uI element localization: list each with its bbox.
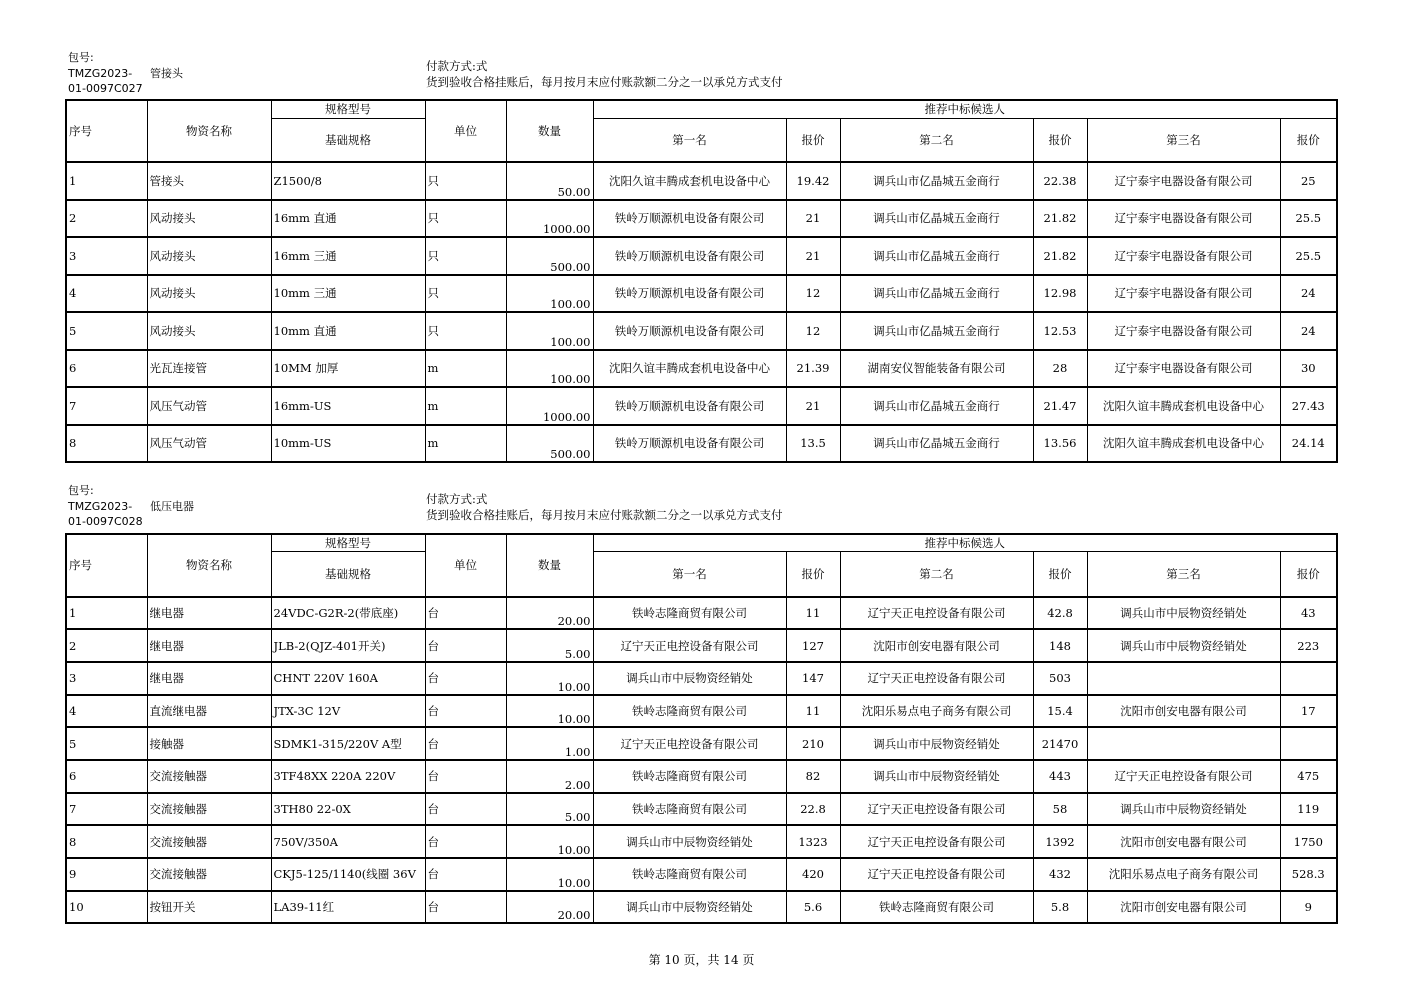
- header-qty: 数量: [506, 100, 593, 162]
- row-unit: 台: [425, 695, 506, 728]
- row-unit: 台: [425, 825, 506, 858]
- row-price-3: 9: [1280, 891, 1337, 924]
- row-first: 调兵山市中辰物资经销处: [593, 662, 786, 695]
- table-row: [66, 793, 1337, 826]
- row-second: 调兵山市亿晶城五金商行: [840, 237, 1033, 275]
- row-price-1: 11: [786, 695, 840, 728]
- row-name: 管接头: [147, 162, 271, 200]
- row-first: 调兵山市中辰物资经销处: [593, 825, 786, 858]
- row-third: 沈阳市创安电器有限公司: [1087, 825, 1280, 858]
- package-code-line1: TMZG2023-: [68, 67, 133, 80]
- row-second: 调兵山市亿晶城五金商行: [840, 387, 1033, 425]
- row-qty: 50.00: [506, 162, 593, 200]
- table-row: [66, 275, 1337, 313]
- row-price-2: 503: [1033, 662, 1087, 695]
- header-unit: 单位: [425, 534, 506, 597]
- row-qty: 10.00: [506, 858, 593, 891]
- row-first: 沈阳久谊丰腾成套机电设备中心: [593, 350, 786, 388]
- row-price-2: 12.53: [1033, 312, 1087, 350]
- row-spec: 24VDC-G2R-2(带底座): [271, 597, 425, 630]
- row-price-2: 21470: [1033, 727, 1087, 760]
- row-third: 沈阳市创安电器有限公司: [1087, 891, 1280, 924]
- row-price-2: 21.47: [1033, 387, 1087, 425]
- row-spec: 750V/350A: [271, 825, 425, 858]
- package-label: 包号:: [68, 484, 94, 497]
- row-unit: 台: [425, 597, 506, 630]
- row-price-3: 27.43: [1280, 387, 1337, 425]
- row-first: 铁岭万顺源机电设备有限公司: [593, 312, 786, 350]
- row-price-2: 12.98: [1033, 275, 1087, 313]
- row-unit: 台: [425, 727, 506, 760]
- row-price-3: 17: [1280, 695, 1337, 728]
- row-price-3: 24: [1280, 312, 1337, 350]
- row-unit: 台: [425, 891, 506, 924]
- row-name: 风动接头: [147, 312, 271, 350]
- row-third: [1087, 727, 1280, 760]
- row-name: 风压气动管: [147, 425, 271, 463]
- row-spec: CKJ5-125/1140(线圈 36V: [271, 858, 425, 891]
- row-third: 调兵山市中辰物资经销处: [1087, 629, 1280, 662]
- row-price-3: 25: [1280, 162, 1337, 200]
- row-price-2: 21.82: [1033, 237, 1087, 275]
- row-seq: 8: [66, 825, 147, 858]
- row-spec: CHNT 220V 160A: [271, 662, 425, 695]
- table-row: [66, 760, 1337, 793]
- row-third: 辽宁泰宇电器设备有限公司: [1087, 200, 1280, 238]
- header-spec-group: 规格型号: [271, 534, 425, 552]
- row-name: 交流接触器: [147, 793, 271, 826]
- row-unit: 只: [425, 312, 506, 350]
- row-second: 沈阳市创安电器有限公司: [840, 629, 1033, 662]
- row-name: 继电器: [147, 662, 271, 695]
- row-spec: 10mm 直通: [271, 312, 425, 350]
- row-price-1: 127: [786, 629, 840, 662]
- row-first: 铁岭志隆商贸有限公司: [593, 858, 786, 891]
- row-seq: 10: [66, 891, 147, 924]
- row-second: 辽宁天正电控设备有限公司: [840, 597, 1033, 630]
- table-row: [66, 858, 1337, 891]
- row-first: 铁岭万顺源机电设备有限公司: [593, 425, 786, 463]
- package-code-line2: 01-0097C027: [68, 82, 143, 95]
- row-spec: 16mm 直通: [271, 200, 425, 238]
- row-qty: 2.00: [506, 760, 593, 793]
- row-second: 铁岭志隆商贸有限公司: [840, 891, 1033, 924]
- payment-info-2: [426, 491, 783, 523]
- procurement-table-1: [65, 99, 1338, 463]
- row-first: 铁岭志隆商贸有限公司: [593, 597, 786, 630]
- row-price-1: 21.39: [786, 350, 840, 388]
- row-seq: 3: [66, 237, 147, 275]
- row-qty: 100.00: [506, 275, 593, 313]
- row-spec: 3TH80 22-0X: [271, 793, 425, 826]
- payment-label: 付款方式:式: [426, 59, 488, 73]
- row-price-3: 25.5: [1280, 237, 1337, 275]
- row-third: 辽宁泰宇电器设备有限公司: [1087, 312, 1280, 350]
- row-qty: 1.00: [506, 727, 593, 760]
- row-seq: 1: [66, 597, 147, 630]
- row-spec: SDMK1-315/220V A型: [271, 727, 425, 760]
- header-seq: 序号: [66, 100, 147, 162]
- table-row: [66, 425, 1337, 463]
- row-unit: 只: [425, 162, 506, 200]
- row-qty: 100.00: [506, 350, 593, 388]
- table-row: [66, 387, 1337, 425]
- row-price-2: 1392: [1033, 825, 1087, 858]
- row-price-2: 13.56: [1033, 425, 1087, 463]
- page-footer: 第 10 页，共 14 页: [648, 953, 755, 967]
- row-third: 沈阳乐易点电子商务有限公司: [1087, 858, 1280, 891]
- header-price-3: 报价: [1280, 118, 1337, 162]
- row-qty: 10.00: [506, 825, 593, 858]
- row-name: 风动接头: [147, 275, 271, 313]
- procurement-table-2: [65, 533, 1338, 924]
- payment-text: 货到验收合格挂账后，每月按月末应付账款额二分之一以承兑方式支付: [426, 508, 783, 522]
- row-first: 铁岭万顺源机电设备有限公司: [593, 275, 786, 313]
- row-price-1: 19.42: [786, 162, 840, 200]
- row-price-3: 119: [1280, 793, 1337, 826]
- row-seq: 1: [66, 162, 147, 200]
- row-price-1: 12: [786, 312, 840, 350]
- row-price-1: 420: [786, 858, 840, 891]
- row-second: 调兵山市亿晶城五金商行: [840, 312, 1033, 350]
- row-price-1: 22.8: [786, 793, 840, 826]
- header-price-1: 报价: [786, 118, 840, 162]
- header-unit: 单位: [425, 100, 506, 162]
- row-price-2: 5.8: [1033, 891, 1087, 924]
- row-seq: 6: [66, 350, 147, 388]
- row-spec: 16mm 三通: [271, 237, 425, 275]
- row-second: 调兵山市亿晶城五金商行: [840, 200, 1033, 238]
- row-unit: m: [425, 425, 506, 463]
- row-first: 铁岭志隆商贸有限公司: [593, 760, 786, 793]
- row-price-2: 58: [1033, 793, 1087, 826]
- header-price-2: 报价: [1033, 552, 1087, 597]
- row-first: 铁岭志隆商贸有限公司: [593, 695, 786, 728]
- package-code-line1: TMZG2023-: [68, 500, 133, 513]
- row-name: 继电器: [147, 597, 271, 630]
- table-row: [66, 825, 1337, 858]
- row-name: 继电器: [147, 629, 271, 662]
- row-qty: 500.00: [506, 237, 593, 275]
- package-code-line2: 01-0097C028: [68, 515, 143, 528]
- row-third: 沈阳市创安电器有限公司: [1087, 695, 1280, 728]
- row-first: 铁岭万顺源机电设备有限公司: [593, 200, 786, 238]
- row-qty: 500.00: [506, 425, 593, 463]
- row-price-1: 5.6: [786, 891, 840, 924]
- header-name: 物资名称: [147, 100, 271, 162]
- row-qty: 100.00: [506, 312, 593, 350]
- row-first: 辽宁天正电控设备有限公司: [593, 629, 786, 662]
- table-row: [66, 597, 1337, 630]
- row-price-3: 30: [1280, 350, 1337, 388]
- row-name: 交流接触器: [147, 825, 271, 858]
- row-name: 风压气动管: [147, 387, 271, 425]
- row-name: 直流继电器: [147, 695, 271, 728]
- row-seq: 7: [66, 793, 147, 826]
- header-qty: 数量: [506, 534, 593, 597]
- row-qty: 20.00: [506, 891, 593, 924]
- row-price-3: [1280, 727, 1337, 760]
- table-row: [66, 695, 1337, 728]
- header-second: 第二名: [840, 552, 1033, 597]
- row-price-3: 24: [1280, 275, 1337, 313]
- row-price-2: 443: [1033, 760, 1087, 793]
- row-qty: 10.00: [506, 695, 593, 728]
- row-unit: 台: [425, 793, 506, 826]
- row-second: 沈阳乐易点电子商务有限公司: [840, 695, 1033, 728]
- row-price-3: 25.5: [1280, 200, 1337, 238]
- row-price-3: [1280, 662, 1337, 695]
- row-price-3: 223: [1280, 629, 1337, 662]
- row-third: 沈阳久谊丰腾成套机电设备中心: [1087, 387, 1280, 425]
- row-unit: 台: [425, 760, 506, 793]
- table-row: [66, 350, 1337, 388]
- row-name: 光瓦连接管: [147, 350, 271, 388]
- row-price-2: 148: [1033, 629, 1087, 662]
- row-price-1: 11: [786, 597, 840, 630]
- row-second: 调兵山市中辰物资经销处: [840, 760, 1033, 793]
- row-name: 接触器: [147, 727, 271, 760]
- row-first: 辽宁天正电控设备有限公司: [593, 727, 786, 760]
- table-row: [66, 629, 1337, 662]
- row-second: 调兵山市亿晶城五金商行: [840, 162, 1033, 200]
- row-name: 风动接头: [147, 237, 271, 275]
- payment-text: 货到验收合格挂账后，每月按月末应付账款额二分之一以承兑方式支付: [426, 75, 783, 89]
- row-unit: m: [425, 350, 506, 388]
- row-seq: 4: [66, 695, 147, 728]
- row-price-2: 42.8: [1033, 597, 1087, 630]
- header-candidates: 推荐中标候选人: [593, 534, 1337, 552]
- table-row: [66, 200, 1337, 238]
- row-second: 调兵山市中辰物资经销处: [840, 727, 1033, 760]
- row-spec: LA39-11红: [271, 891, 425, 924]
- row-second: 辽宁天正电控设备有限公司: [840, 793, 1033, 826]
- row-third: 辽宁泰宇电器设备有限公司: [1087, 237, 1280, 275]
- header-spec: 基础规格: [271, 118, 425, 162]
- row-unit: 只: [425, 237, 506, 275]
- row-unit: m: [425, 387, 506, 425]
- row-qty: 1000.00: [506, 200, 593, 238]
- row-name: 交流接触器: [147, 760, 271, 793]
- header-seq: 序号: [66, 534, 147, 597]
- header-name: 物资名称: [147, 534, 271, 597]
- payment-label: 付款方式:式: [426, 492, 488, 506]
- row-qty: 1000.00: [506, 387, 593, 425]
- row-price-1: 21: [786, 387, 840, 425]
- row-seq: 2: [66, 629, 147, 662]
- row-seq: 3: [66, 662, 147, 695]
- row-spec: JLB-2(QJZ-401开关): [271, 629, 425, 662]
- row-first: 铁岭志隆商贸有限公司: [593, 793, 786, 826]
- header-price-2: 报价: [1033, 118, 1087, 162]
- row-spec: 10MM 加厚: [271, 350, 425, 388]
- row-third: 调兵山市中辰物资经销处: [1087, 597, 1280, 630]
- row-unit: 只: [425, 200, 506, 238]
- row-price-1: 21: [786, 237, 840, 275]
- row-unit: 台: [425, 858, 506, 891]
- row-first: 铁岭万顺源机电设备有限公司: [593, 237, 786, 275]
- row-price-3: 43: [1280, 597, 1337, 630]
- row-seq: 8: [66, 425, 147, 463]
- row-name: 按钮开关: [147, 891, 271, 924]
- package-header-2: [68, 483, 268, 531]
- row-price-3: 1750: [1280, 825, 1337, 858]
- row-third: 辽宁泰宇电器设备有限公司: [1087, 162, 1280, 200]
- row-price-3: 528.3: [1280, 858, 1337, 891]
- row-qty: 5.00: [506, 629, 593, 662]
- row-third: 辽宁天正电控设备有限公司: [1087, 760, 1280, 793]
- row-name: 交流接触器: [147, 858, 271, 891]
- row-third: 辽宁泰宇电器设备有限公司: [1087, 275, 1280, 313]
- row-price-3: 24.14: [1280, 425, 1337, 463]
- row-qty: 10.00: [506, 662, 593, 695]
- row-unit: 台: [425, 662, 506, 695]
- row-price-1: 12: [786, 275, 840, 313]
- row-third: 沈阳久谊丰腾成套机电设备中心: [1087, 425, 1280, 463]
- package-name: 低压电器: [150, 500, 194, 513]
- header-third: 第三名: [1087, 552, 1280, 597]
- row-qty: 5.00: [506, 793, 593, 826]
- header-first: 第一名: [593, 552, 786, 597]
- row-price-1: 13.5: [786, 425, 840, 463]
- row-price-2: 28: [1033, 350, 1087, 388]
- payment-info-1: [426, 58, 783, 90]
- row-spec: 16mm-US: [271, 387, 425, 425]
- row-spec: JTX-3C 12V: [271, 695, 425, 728]
- row-seq: 7: [66, 387, 147, 425]
- row-seq: 5: [66, 727, 147, 760]
- row-price-2: 432: [1033, 858, 1087, 891]
- row-spec: 10mm 三通: [271, 275, 425, 313]
- header-candidates: 推荐中标候选人: [593, 100, 1337, 118]
- row-name: 风动接头: [147, 200, 271, 238]
- package-label: 包号:: [68, 51, 94, 64]
- row-first: 调兵山市中辰物资经销处: [593, 891, 786, 924]
- table-row: [66, 727, 1337, 760]
- header-second: 第二名: [840, 118, 1033, 162]
- row-second: 调兵山市亿晶城五金商行: [840, 425, 1033, 463]
- row-unit: 只: [425, 275, 506, 313]
- header-first: 第一名: [593, 118, 786, 162]
- header-price-3: 报价: [1280, 552, 1337, 597]
- table-row: [66, 891, 1337, 924]
- row-qty: 20.00: [506, 597, 593, 630]
- package-name: 管接头: [150, 67, 183, 80]
- row-seq: 4: [66, 275, 147, 313]
- row-third: 辽宁泰宇电器设备有限公司: [1087, 350, 1280, 388]
- row-second: 调兵山市亿晶城五金商行: [840, 275, 1033, 313]
- row-price-1: 147: [786, 662, 840, 695]
- row-seq: 9: [66, 858, 147, 891]
- header-spec: 基础规格: [271, 552, 425, 597]
- row-seq: 6: [66, 760, 147, 793]
- row-second: 辽宁天正电控设备有限公司: [840, 662, 1033, 695]
- row-second: 辽宁天正电控设备有限公司: [840, 858, 1033, 891]
- row-price-1: 210: [786, 727, 840, 760]
- row-price-2: 21.82: [1033, 200, 1087, 238]
- row-third: 调兵山市中辰物资经销处: [1087, 793, 1280, 826]
- row-first: 铁岭万顺源机电设备有限公司: [593, 387, 786, 425]
- row-seq: 2: [66, 200, 147, 238]
- header-spec-group: 规格型号: [271, 100, 425, 118]
- row-second: 湖南安仪智能装备有限公司: [840, 350, 1033, 388]
- package-header-1: [68, 50, 268, 98]
- table-row: [66, 662, 1337, 695]
- row-spec: Z1500/8: [271, 162, 425, 200]
- row-price-2: 22.38: [1033, 162, 1087, 200]
- row-spec: 10mm-US: [271, 425, 425, 463]
- row-second: 辽宁天正电控设备有限公司: [840, 825, 1033, 858]
- row-unit: 台: [425, 629, 506, 662]
- table-row: [66, 312, 1337, 350]
- header-third: 第三名: [1087, 118, 1280, 162]
- row-seq: 5: [66, 312, 147, 350]
- row-spec: 3TF48XX 220A 220V: [271, 760, 425, 793]
- table-row: [66, 237, 1337, 275]
- row-price-1: 1323: [786, 825, 840, 858]
- row-price-1: 82: [786, 760, 840, 793]
- row-first: 沈阳久谊丰腾成套机电设备中心: [593, 162, 786, 200]
- row-price-2: 15.4: [1033, 695, 1087, 728]
- row-price-3: 475: [1280, 760, 1337, 793]
- header-price-1: 报价: [786, 552, 840, 597]
- table-row: [66, 162, 1337, 200]
- row-third: [1087, 662, 1280, 695]
- row-price-1: 21: [786, 200, 840, 238]
